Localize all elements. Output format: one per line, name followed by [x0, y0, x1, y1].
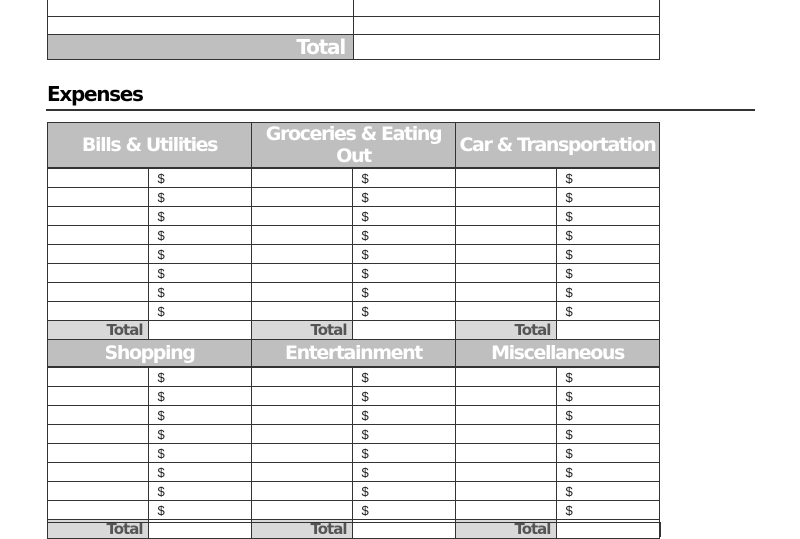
expense-row	[48, 168, 660, 188]
expense-item-cell[interactable]	[251, 245, 352, 264]
category-total-value[interactable]	[149, 321, 252, 340]
expense-item-cell[interactable]	[48, 188, 149, 207]
expense-amount-cell[interactable]: $	[353, 264, 455, 283]
expense-item-cell[interactable]	[251, 482, 352, 501]
expense-amount-cell[interactable]: $	[149, 226, 252, 245]
expense-amount-cell[interactable]: $	[353, 444, 455, 463]
expense-amount-cell[interactable]: $	[557, 264, 660, 283]
expense-amount-cell[interactable]: $	[149, 444, 252, 463]
category-header-car: Car & Transportation	[455, 123, 659, 169]
expense-amount-cell[interactable]: $	[149, 264, 252, 283]
category-total-label: Total	[455, 520, 556, 539]
expense-item-cell[interactable]	[455, 406, 556, 425]
expense-amount-cell[interactable]: $	[149, 463, 252, 482]
expense-amount-cell[interactable]: $	[353, 501, 455, 520]
category-total-value[interactable]	[557, 321, 660, 340]
expense-amount-cell[interactable]: $	[557, 168, 660, 188]
expense-amount-cell[interactable]: $	[557, 245, 660, 264]
expense-row	[48, 245, 660, 264]
expense-item-cell[interactable]	[455, 226, 556, 245]
expense-amount-cell[interactable]: $	[557, 482, 660, 501]
category-total-label: Total	[251, 520, 352, 539]
expense-row	[48, 207, 660, 226]
expense-item-cell[interactable]	[48, 482, 149, 501]
expense-item-cell[interactable]	[251, 501, 352, 520]
expense-amount-cell[interactable]: $	[353, 425, 455, 444]
expense-item-cell[interactable]	[251, 425, 352, 444]
income-amount-cell[interactable]	[354, 17, 660, 35]
expense-amount-cell[interactable]: $	[353, 226, 455, 245]
expense-item-cell[interactable]	[48, 444, 149, 463]
expense-item-cell[interactable]	[455, 482, 556, 501]
expense-amount-cell[interactable]: $	[353, 302, 455, 321]
income-table	[47, 0, 660, 60]
expense-amount-cell[interactable]: $	[149, 406, 252, 425]
expense-amount-cell[interactable]: $	[557, 406, 660, 425]
expense-amount-cell[interactable]: $	[353, 482, 455, 501]
expense-row	[48, 425, 660, 444]
expense-item-cell[interactable]	[48, 406, 149, 425]
expense-amount-cell[interactable]: $	[353, 283, 455, 302]
expense-amount-cell[interactable]: $	[149, 387, 252, 406]
expense-item-cell[interactable]	[251, 226, 352, 245]
expense-amount-cell[interactable]: $	[353, 387, 455, 406]
expense-row	[48, 482, 660, 501]
expense-item-cell[interactable]	[251, 264, 352, 283]
expense-item-cell[interactable]	[455, 367, 556, 387]
expense-item-cell[interactable]	[48, 245, 149, 264]
expense-item-cell[interactable]	[251, 283, 352, 302]
expense-item-cell[interactable]	[455, 283, 556, 302]
category-total-label: Total	[251, 321, 352, 340]
income-total-row	[48, 35, 660, 60]
expense-item-cell[interactable]	[455, 463, 556, 482]
next-section-edge	[47, 522, 661, 537]
expense-amount-cell[interactable]: $	[557, 188, 660, 207]
expense-item-cell[interactable]	[48, 302, 149, 321]
income-row	[48, 0, 660, 17]
category-header-miscellaneous: Miscellaneous	[455, 340, 659, 368]
expense-amount-cell[interactable]: $	[353, 367, 455, 387]
category-total-label: Total	[455, 321, 556, 340]
expense-amount-cell[interactable]: $	[149, 482, 252, 501]
category-total-label: Total	[48, 321, 149, 340]
expense-item-cell[interactable]	[251, 444, 352, 463]
income-label-cell[interactable]	[48, 0, 354, 17]
income-row	[48, 17, 660, 35]
income-total-value[interactable]	[354, 35, 660, 60]
expense-amount-cell[interactable]: $	[353, 463, 455, 482]
expense-amount-cell[interactable]: $	[149, 283, 252, 302]
expense-item-cell[interactable]	[48, 501, 149, 520]
category-header-shopping: Shopping	[48, 340, 252, 368]
expense-amount-cell[interactable]: $	[149, 367, 252, 387]
expense-item-cell[interactable]	[455, 501, 556, 520]
category-header-entertainment: Entertainment	[251, 340, 455, 368]
expense-item-cell[interactable]	[251, 302, 352, 321]
expense-item-cell[interactable]	[48, 264, 149, 283]
section-divider	[46, 109, 755, 111]
category-header-row	[48, 123, 660, 169]
income-amount-cell[interactable]	[354, 0, 660, 17]
expense-amount-cell[interactable]: $	[149, 168, 252, 188]
expense-amount-cell[interactable]: $	[353, 168, 455, 188]
expense-row	[48, 188, 660, 207]
expense-amount-cell[interactable]: $	[149, 302, 252, 321]
expense-item-cell[interactable]	[48, 168, 149, 188]
expense-item-cell[interactable]	[455, 264, 556, 283]
expense-item-cell[interactable]	[251, 463, 352, 482]
expense-item-cell[interactable]	[455, 245, 556, 264]
expense-item-cell[interactable]	[251, 367, 352, 387]
income-total-label: Total	[48, 35, 354, 60]
expense-amount-cell[interactable]: $	[149, 188, 252, 207]
expense-item-cell[interactable]	[251, 387, 352, 406]
expense-row	[48, 463, 660, 482]
expense-row	[48, 444, 660, 463]
expense-item-cell[interactable]	[455, 302, 556, 321]
expense-item-cell[interactable]	[48, 425, 149, 444]
expense-row	[48, 283, 660, 302]
expense-amount-cell[interactable]: $	[353, 245, 455, 264]
expense-amount-cell[interactable]: $	[353, 207, 455, 226]
expense-amount-cell[interactable]: $	[557, 501, 660, 520]
expense-row	[48, 367, 660, 387]
expense-item-cell[interactable]	[251, 188, 352, 207]
expense-amount-cell[interactable]: $	[557, 463, 660, 482]
expense-amount-cell[interactable]: $	[557, 207, 660, 226]
expense-amount-cell[interactable]: $	[149, 425, 252, 444]
expense-row	[48, 387, 660, 406]
expense-total-row	[48, 321, 660, 340]
expense-item-cell[interactable]	[48, 463, 149, 482]
expense-item-cell[interactable]	[251, 406, 352, 425]
expense-amount-cell[interactable]: $	[557, 302, 660, 321]
expense-amount-cell[interactable]: $	[149, 245, 252, 264]
expense-amount-cell[interactable]: $	[353, 188, 455, 207]
expense-item-cell[interactable]	[48, 367, 149, 387]
expense-row	[48, 264, 660, 283]
expense-amount-cell[interactable]: $	[557, 226, 660, 245]
category-total-label: Total	[48, 520, 149, 539]
expense-item-cell[interactable]	[455, 168, 556, 188]
expense-row	[48, 406, 660, 425]
expense-item-cell[interactable]	[455, 387, 556, 406]
expense-row	[48, 226, 660, 245]
expense-item-cell[interactable]	[48, 207, 149, 226]
category-header-bills: Bills & Utilities	[48, 123, 252, 169]
expenses-table	[47, 122, 660, 539]
expense-amount-cell[interactable]: $	[557, 387, 660, 406]
expense-row	[48, 501, 660, 520]
income-label-cell[interactable]	[48, 17, 354, 35]
expense-amount-cell[interactable]: $	[149, 501, 252, 520]
category-total-value[interactable]	[353, 321, 455, 340]
expense-item-cell[interactable]	[48, 387, 149, 406]
expense-item-cell[interactable]	[455, 425, 556, 444]
expense-amount-cell[interactable]: $	[557, 283, 660, 302]
expense-amount-cell[interactable]: $	[557, 425, 660, 444]
category-header-groceries: Groceries & Eating Out	[251, 123, 455, 169]
expense-amount-cell[interactable]: $	[557, 367, 660, 387]
category-header-row	[48, 340, 660, 368]
expense-row	[48, 302, 660, 321]
expenses-title: Expenses	[47, 82, 143, 106]
expense-item-cell[interactable]	[455, 188, 556, 207]
expense-amount-cell[interactable]: $	[149, 207, 252, 226]
expense-item-cell[interactable]	[48, 283, 149, 302]
expense-item-cell[interactable]	[48, 226, 149, 245]
expense-item-cell[interactable]	[251, 168, 352, 188]
expense-item-cell[interactable]	[455, 207, 556, 226]
expense-item-cell[interactable]	[251, 207, 352, 226]
expense-item-cell[interactable]	[455, 444, 556, 463]
expense-amount-cell[interactable]: $	[557, 444, 660, 463]
expense-amount-cell[interactable]: $	[353, 406, 455, 425]
